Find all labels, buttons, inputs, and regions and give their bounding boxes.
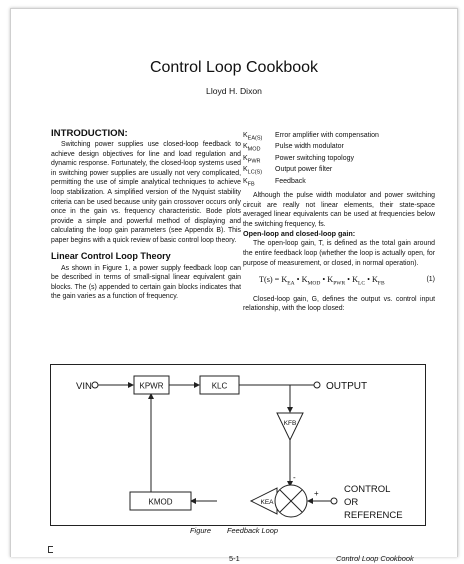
open-loop-heading: Open-loop and closed-loop gain: (243, 229, 356, 239)
gain-block-definitions (243, 130, 435, 187)
open-loop-paragraph: The open-loop gain, T, is defined as the total gain around the entire feedback loop (whether the loop is actually open, for purpose of measurement, or closed, in normal operation). (243, 240, 435, 267)
page-corner-mark (48, 546, 53, 553)
definition-description: Pulse width modulator (275, 143, 344, 151)
modulator-paragraph: Although the pulse width modulator and power switching circuit are really not linear elements, their state-space averaged linear equivalents can be used at frequencies below the switching frequency, fs. (243, 191, 435, 228)
open-loop-gain-formula: $T(s) = K_{EA}$ • $K_{MOD}$ • $K_{PWR}$ • $K_{LC}$ • $K_{FB}$ (1) (259, 275, 435, 287)
vin-terminal (92, 382, 98, 388)
kea-label: KEA (260, 499, 274, 506)
or-label: OR (344, 497, 359, 508)
definition-row (243, 164, 435, 175)
linear-theory-paragraph: As shown in Figure 1, a power supply feedback loop can be described in terms of small-signal linear equivalent gain blocks. The (s) appended to certain gain blocks indicates that the gain varies as a function of frequency. (51, 264, 241, 301)
reference-terminal (331, 498, 337, 504)
right-column (243, 127, 435, 314)
definition-symbol: $K_{PWR}$ (243, 154, 261, 165)
vin-label: VIN (76, 381, 92, 392)
output-label: OUTPUT (326, 381, 368, 392)
block-diagram (51, 365, 425, 525)
kmod-label: KMOD (148, 497, 173, 507)
definition-description: Error amplifier with compensation (275, 132, 379, 139)
caption-text: Feedback Loop (227, 526, 278, 535)
definition-row (243, 141, 435, 152)
definition-description: Output power filter (275, 166, 333, 174)
paper-page (10, 8, 458, 563)
definition-symbol: $K_{MOD}$ (243, 143, 261, 153)
reference-label: REFERENCE (344, 510, 403, 521)
figure-caption (11, 526, 457, 536)
linear-theory-heading: Linear Control Loop Theory (51, 250, 171, 261)
definition-symbol: $K_{LC(S)}$ (243, 166, 263, 176)
kpwr-label: KPWR (139, 381, 164, 391)
plus-sign: + (314, 489, 319, 498)
klc-label: KLC (211, 381, 228, 391)
definition-row (243, 153, 435, 164)
definition-description: Feedback (275, 177, 306, 185)
definition-symbol: $K_{FB}$ (243, 177, 255, 187)
introduction-heading: INTRODUCTION: (51, 128, 128, 139)
equation-number: (1) (426, 276, 435, 284)
document-title: Control Loop Cookbook (149, 59, 319, 76)
kfb-label: KFB (283, 420, 297, 427)
introduction-paragraph: Switching power supplies use closed-loop feedback to achieve design objectives for line and load regulation and dynamic response. Fortunately, the closed-loop systems used in switching power supplies are usually not very complicated, permitting the use of simple analytical techniques to achieve loop stabilization. A simplified version of the Nyquist stability criteria can be used because unity gain crossover occurs only once in the gain vs. frequency characteristic. Bode plots provide a simple and powerful method of displaying and calculating the loop gain parameters (see Appendix B). This paper begins with a quick review of basic control loop theory. (51, 141, 241, 244)
definition-description: Power switching topology (275, 154, 354, 162)
definition-row (243, 130, 435, 141)
output-terminal (314, 382, 320, 388)
page-number: 5-1 (229, 554, 240, 563)
definition-symbol: $K_{EA(S)}$ (243, 132, 263, 142)
document-author: Lloyd H. Dixon (206, 86, 262, 96)
running-footer: Control Loop Cookbook (336, 554, 414, 563)
left-column (51, 127, 241, 302)
closed-loop-paragraph: Closed-loop gain, G, defines the output vs. control input relationship, with the loop closed: (243, 295, 435, 313)
feedback-loop-figure (50, 364, 426, 526)
control-label: CONTROL (344, 484, 391, 495)
caption-label: Figure (190, 526, 211, 535)
minus-sign: - (293, 473, 296, 482)
definition-row (243, 176, 435, 187)
